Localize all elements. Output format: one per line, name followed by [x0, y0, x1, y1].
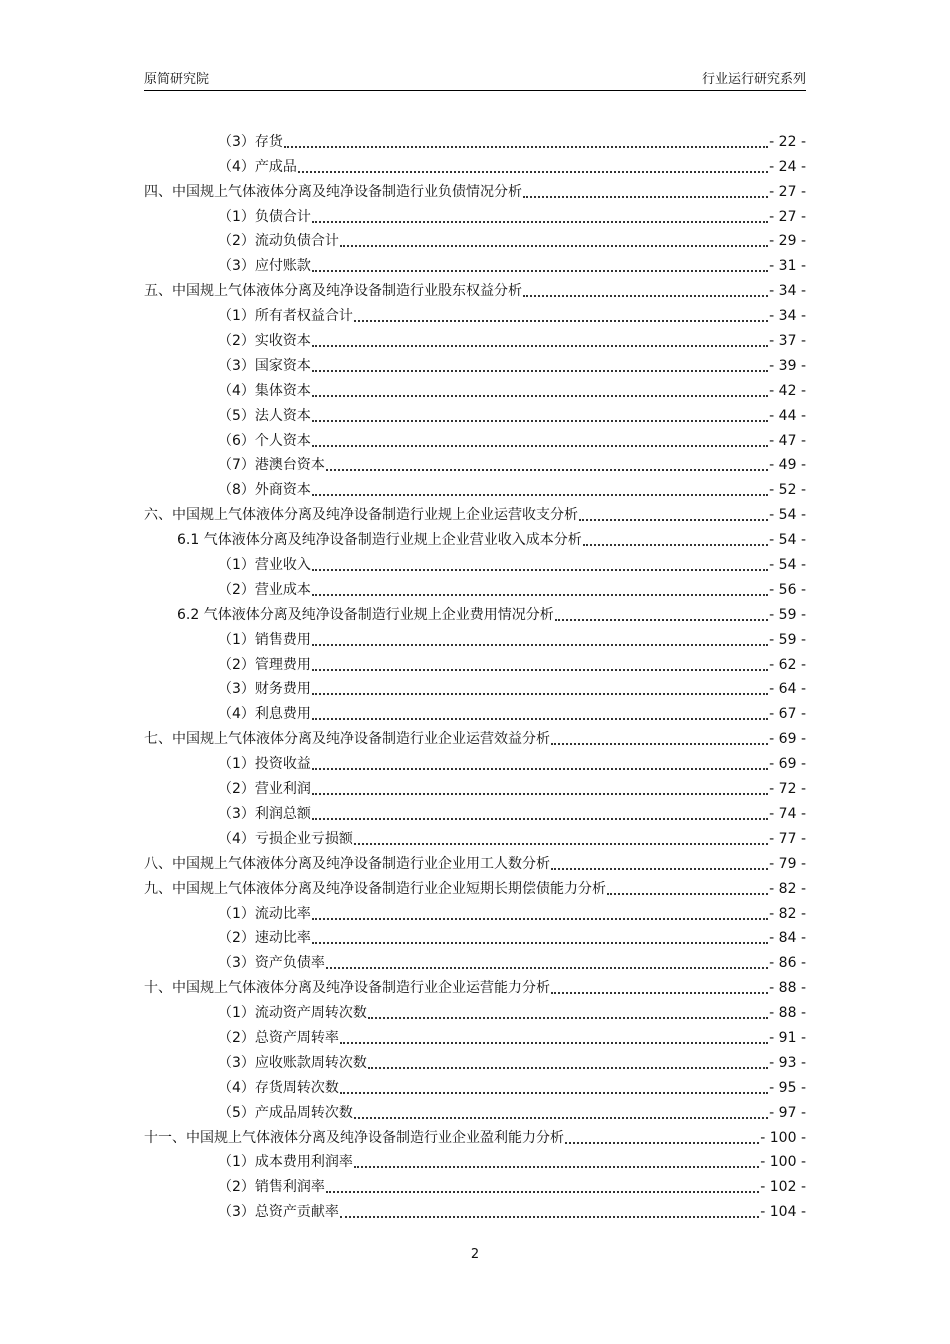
toc-entry[interactable]: [144, 226, 806, 251]
toc-entry-title: （3）应付账款: [218, 258, 311, 275]
toc-entry-page: - 49 -: [769, 457, 806, 474]
toc-entry[interactable]: [144, 997, 806, 1022]
table-of-contents: [144, 126, 806, 1221]
toc-entry-title: 九、中国规上气体液体分离及纯净设备制造行业企业短期长期偿债能力分析: [144, 880, 606, 897]
toc-entry-page: - 86 -: [769, 955, 806, 972]
toc-entry-title: （6）个人资本: [218, 432, 311, 449]
toc-dot-leader: [340, 1204, 759, 1218]
toc-entry-title: （7）港澳台资本: [218, 457, 325, 474]
toc-entry-title: 十、中国规上气体液体分离及纯净设备制造行业企业运营能力分析: [144, 980, 550, 997]
toc-dot-leader: [551, 731, 768, 745]
toc-entry[interactable]: [144, 599, 806, 624]
toc-entry-title: （3）资产负债率: [218, 955, 325, 972]
toc-entry-page: - 69 -: [769, 756, 806, 773]
toc-entry-page: - 27 -: [769, 208, 806, 225]
toc-entry-title: （4）亏损企业亏损额: [218, 830, 353, 847]
toc-entry[interactable]: [144, 574, 806, 599]
toc-entry-title: （2）销售利润率: [218, 1179, 325, 1196]
toc-entry-page: - 54 -: [769, 532, 806, 549]
header-series-title: 行业运行研究系列: [701, 72, 806, 87]
toc-entry-title: （5）产成品周转次数: [218, 1104, 353, 1121]
toc-entry-page: - 77 -: [769, 830, 806, 847]
toc-entry[interactable]: [144, 549, 806, 574]
toc-entry-title: 十一、中国规上气体液体分离及纯净设备制造行业企业盈利能力分析: [144, 1129, 564, 1146]
toc-entry[interactable]: [144, 723, 806, 748]
toc-dot-leader: [312, 681, 768, 695]
toc-entry-title: （4）产成品: [218, 158, 297, 175]
toc-entry[interactable]: [144, 1122, 806, 1147]
page-number: 2: [470, 1247, 480, 1262]
toc-dot-leader: [354, 1105, 768, 1119]
toc-entry[interactable]: [144, 450, 806, 475]
toc-entry[interactable]: [144, 624, 806, 649]
toc-entry[interactable]: [144, 898, 806, 923]
toc-dot-leader: [368, 1005, 768, 1019]
toc-entry[interactable]: [144, 474, 806, 499]
toc-entry[interactable]: [144, 1047, 806, 1072]
toc-dot-leader: [523, 283, 768, 297]
toc-dot-leader: [312, 632, 768, 646]
toc-entry-page: - 29 -: [769, 233, 806, 250]
toc-entry-title: （4）存货周转次数: [218, 1079, 339, 1096]
toc-entry-page: - 52 -: [769, 482, 806, 499]
toc-entry-page: - 102 -: [760, 1179, 806, 1196]
toc-entry-page: - 59 -: [769, 606, 806, 623]
toc-dot-leader: [312, 582, 768, 596]
toc-dot-leader: [312, 433, 768, 447]
toc-dot-leader: [607, 881, 768, 895]
toc-entry[interactable]: [144, 773, 806, 798]
toc-entry-page: - 24 -: [769, 158, 806, 175]
toc-entry-title: （1）负债合计: [218, 208, 311, 225]
toc-dot-leader: [312, 906, 768, 920]
toc-entry[interactable]: [144, 1072, 806, 1097]
toc-entry-page: - 39 -: [769, 357, 806, 374]
toc-entry-title: （1）所有者权益合计: [218, 308, 353, 325]
toc-entry[interactable]: [144, 823, 806, 848]
toc-entry[interactable]: [144, 375, 806, 400]
toc-entry[interactable]: [144, 649, 806, 674]
toc-entry-page: - 91 -: [769, 1029, 806, 1046]
toc-entry-page: - 34 -: [769, 308, 806, 325]
toc-dot-leader: [312, 383, 768, 397]
toc-dot-leader: [340, 1030, 768, 1044]
toc-entry-title: （8）外商资本: [218, 482, 311, 499]
toc-dot-leader: [312, 657, 768, 671]
toc-dot-leader: [551, 856, 768, 870]
toc-entry-page: - 97 -: [769, 1104, 806, 1121]
toc-entry-title: （2）营业成本: [218, 581, 311, 598]
toc-entry-page: - 104 -: [760, 1204, 806, 1221]
toc-entry-page: - 69 -: [769, 731, 806, 748]
toc-entry-title: （3）国家资本: [218, 357, 311, 374]
toc-entry-page: - 95 -: [769, 1079, 806, 1096]
toc-entry-title: 四、中国规上气体液体分离及纯净设备制造行业负债情况分析: [144, 183, 522, 200]
toc-entry-title: 6.2 气体液体分离及纯净设备制造行业规上企业费用情况分析: [177, 606, 554, 623]
toc-entry[interactable]: [144, 201, 806, 226]
toc-dot-leader: [354, 831, 768, 845]
toc-entry-page: - 100 -: [760, 1154, 806, 1171]
toc-dot-leader: [326, 1179, 759, 1193]
toc-entry-title: （2）实收资本: [218, 333, 311, 350]
toc-entry[interactable]: [144, 798, 806, 823]
toc-entry-page: - 27 -: [769, 183, 806, 200]
toc-entry[interactable]: [144, 1171, 806, 1196]
toc-entry-page: - 82 -: [769, 905, 806, 922]
toc-entry-title: 6.1 气体液体分离及纯净设备制造行业规上企业营业收入成本分析: [177, 532, 582, 549]
toc-dot-leader: [579, 507, 768, 521]
toc-entry[interactable]: [144, 151, 806, 176]
toc-dot-leader: [312, 482, 768, 496]
toc-entry[interactable]: [144, 1022, 806, 1047]
toc-dot-leader: [298, 159, 768, 173]
toc-dot-leader: [312, 930, 768, 944]
toc-dot-leader: [551, 980, 768, 994]
toc-dot-leader: [565, 1130, 759, 1144]
toc-dot-leader: [312, 781, 768, 795]
toc-entry[interactable]: [144, 1147, 806, 1172]
toc-dot-leader: [326, 457, 768, 471]
toc-dot-leader: [523, 184, 768, 198]
toc-dot-leader: [312, 557, 768, 571]
toc-entry-title: （1）投资收益: [218, 756, 311, 773]
toc-entry[interactable]: [144, 848, 806, 873]
toc-dot-leader: [583, 532, 768, 546]
header-org-name: 原简研究院: [144, 72, 210, 87]
toc-entry-title: 八、中国规上气体液体分离及纯净设备制造行业企业用工人数分析: [144, 855, 550, 872]
toc-entry-page: - 79 -: [769, 855, 806, 872]
toc-entry-title: （2）管理费用: [218, 656, 311, 673]
toc-dot-leader: [312, 333, 768, 347]
toc-entry-title: （2）总资产周转率: [218, 1029, 339, 1046]
toc-dot-leader: [340, 1080, 768, 1094]
toc-entry-page: - 64 -: [769, 681, 806, 698]
toc-entry[interactable]: [144, 1097, 806, 1122]
toc-entry-title: （1）流动资产周转次数: [218, 1005, 367, 1022]
toc-entry[interactable]: [144, 300, 806, 325]
toc-dot-leader: [312, 258, 768, 272]
toc-entry-title: （1）销售费用: [218, 631, 311, 648]
toc-entry[interactable]: [144, 873, 806, 898]
toc-entry-page: - 44 -: [769, 407, 806, 424]
toc-entry-title: （5）法人资本: [218, 407, 311, 424]
toc-dot-leader: [354, 308, 768, 322]
toc-entry-title: （3）应收账款周转次数: [218, 1054, 367, 1071]
toc-entry[interactable]: [144, 275, 806, 300]
toc-entry-title: （3）财务费用: [218, 681, 311, 698]
toc-dot-leader: [312, 756, 768, 770]
toc-entry[interactable]: [144, 126, 806, 151]
toc-entry[interactable]: [144, 1196, 806, 1221]
toc-entry-page: - 47 -: [769, 432, 806, 449]
toc-entry-page: - 84 -: [769, 930, 806, 947]
toc-entry[interactable]: [144, 972, 806, 997]
toc-entry[interactable]: [144, 250, 806, 275]
toc-entry[interactable]: [144, 748, 806, 773]
toc-entry-page: - 22 -: [769, 133, 806, 150]
toc-dot-leader: [312, 806, 768, 820]
toc-entry[interactable]: [144, 350, 806, 375]
toc-entry-title: 六、中国规上气体液体分离及纯净设备制造行业规上企业运营收支分析: [144, 507, 578, 524]
toc-entry[interactable]: [144, 524, 806, 549]
toc-entry-title: （1）成本费用利润率: [218, 1154, 353, 1171]
toc-dot-leader: [368, 1055, 768, 1069]
toc-dot-leader: [555, 607, 768, 621]
toc-entry-title: （4）利息费用: [218, 706, 311, 723]
toc-entry[interactable]: [144, 923, 806, 948]
toc-dot-leader: [312, 209, 768, 223]
toc-entry-title: （2）流动负债合计: [218, 233, 339, 250]
toc-entry-page: - 82 -: [769, 880, 806, 897]
toc-entry-title: （3）总资产贡献率: [218, 1204, 339, 1221]
toc-entry-page: - 59 -: [769, 631, 806, 648]
toc-entry-title: 五、中国规上气体液体分离及纯净设备制造行业股东权益分析: [144, 283, 522, 300]
toc-dot-leader: [354, 1154, 759, 1168]
toc-entry-page: - 67 -: [769, 706, 806, 723]
page-header: [144, 68, 806, 91]
toc-dot-leader: [312, 358, 768, 372]
toc-entry-page: - 100 -: [760, 1129, 806, 1146]
toc-entry[interactable]: [144, 325, 806, 350]
toc-dot-leader: [340, 233, 768, 247]
toc-entry[interactable]: [144, 698, 806, 723]
toc-entry-page: - 54 -: [769, 557, 806, 574]
toc-entry-page: - 54 -: [769, 507, 806, 524]
toc-entry[interactable]: [144, 499, 806, 524]
toc-dot-leader: [312, 706, 768, 720]
toc-entry-title: （3）利润总额: [218, 805, 311, 822]
toc-entry-page: - 31 -: [769, 258, 806, 275]
toc-entry-page: - 88 -: [769, 1005, 806, 1022]
toc-dot-leader: [326, 955, 768, 969]
toc-entry-page: - 72 -: [769, 781, 806, 798]
toc-entry-title: （2）营业利润: [218, 781, 311, 798]
toc-entry-title: （3）存货: [218, 133, 283, 150]
toc-entry-title: （2）速动比率: [218, 930, 311, 947]
toc-entry-title: （1）流动比率: [218, 905, 311, 922]
toc-entry-title: （4）集体资本: [218, 382, 311, 399]
toc-entry-page: - 37 -: [769, 333, 806, 350]
toc-entry-page: - 93 -: [769, 1054, 806, 1071]
toc-entry-page: - 88 -: [769, 980, 806, 997]
toc-entry[interactable]: [144, 947, 806, 972]
toc-entry[interactable]: [144, 425, 806, 450]
toc-entry-page: - 74 -: [769, 805, 806, 822]
toc-entry-title: （1）营业收入: [218, 557, 311, 574]
toc-entry[interactable]: [144, 400, 806, 425]
toc-dot-leader: [284, 134, 768, 148]
toc-entry-page: - 42 -: [769, 382, 806, 399]
toc-entry-page: - 34 -: [769, 283, 806, 300]
toc-entry-page: - 56 -: [769, 581, 806, 598]
toc-entry[interactable]: [144, 176, 806, 201]
toc-entry-page: - 62 -: [769, 656, 806, 673]
toc-dot-leader: [312, 408, 768, 422]
toc-entry[interactable]: [144, 674, 806, 699]
toc-entry-title: 七、中国规上气体液体分离及纯净设备制造行业企业运营效益分析: [144, 731, 550, 748]
